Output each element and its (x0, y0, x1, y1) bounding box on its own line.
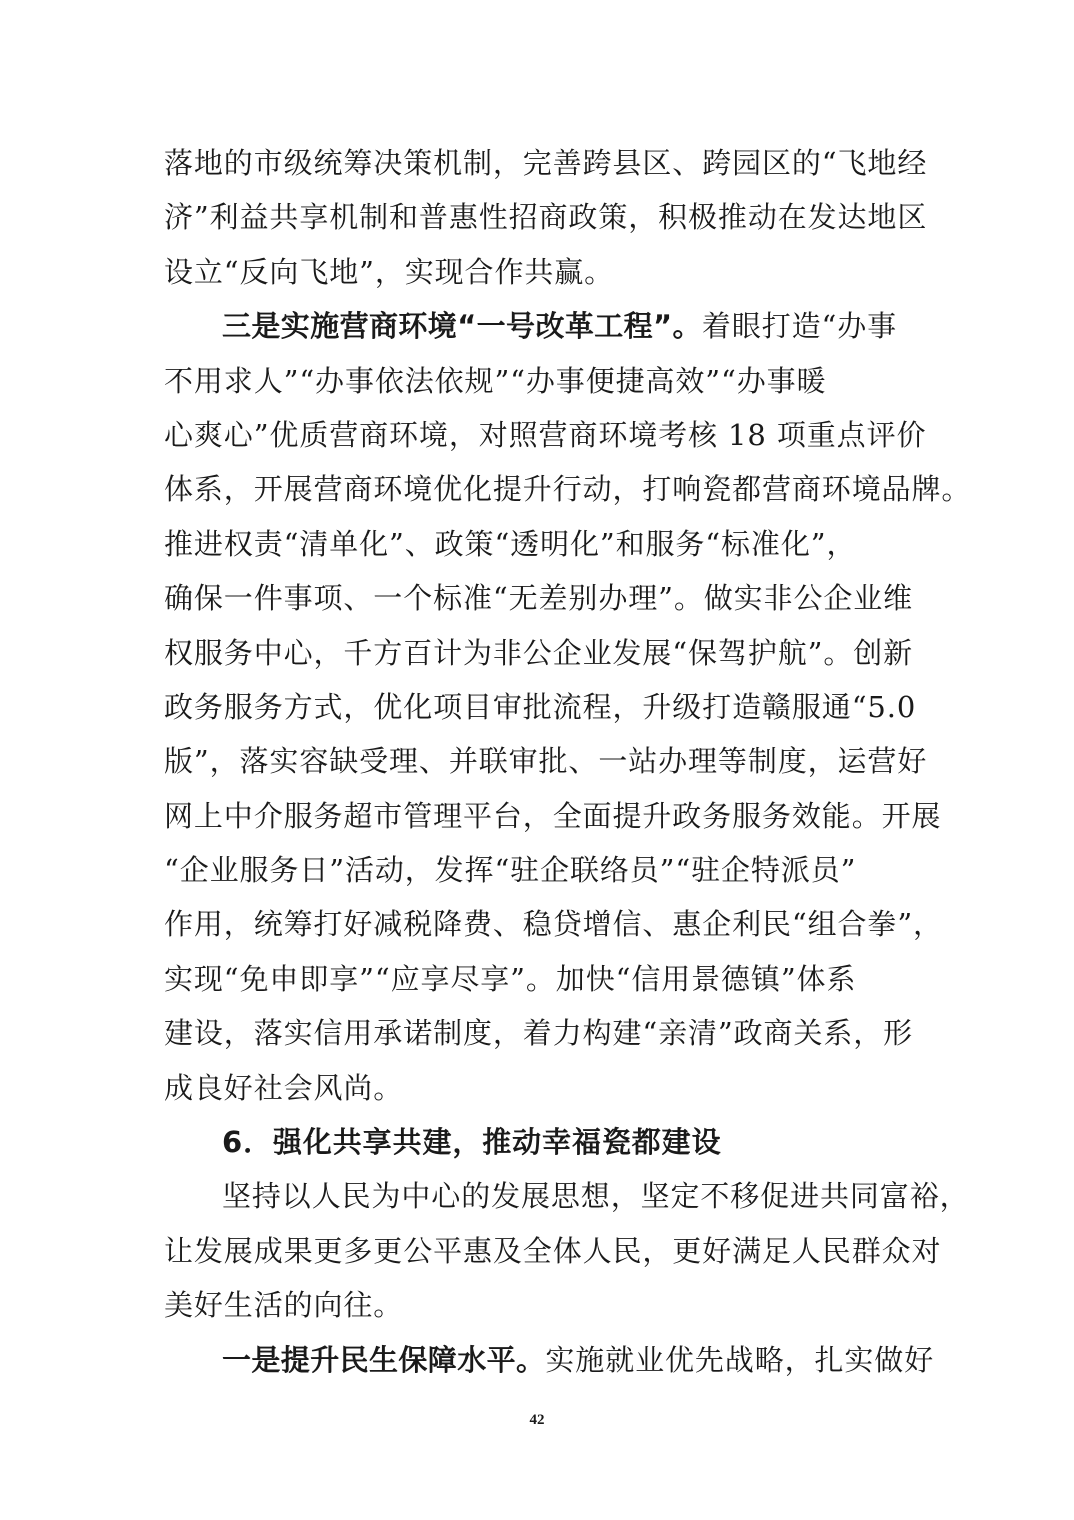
body-text-line: 心爽心”优质营商环境，对照营商环境考核 18 项重点评价 (164, 417, 927, 452)
bold-lead-phrase: 一是提升民生保障水平。 (222, 1342, 546, 1377)
body-text-line: 确保一件事项、一个标准“无差别办理”。做实非公企业维 (164, 581, 914, 616)
paragraph-first-line (164, 1333, 935, 1387)
body-text-line: 不用求人”“办事依法依规”“办事便捷高效”“办事暖 (164, 363, 827, 398)
body-text-span: 着眼打造“办事 (701, 309, 898, 344)
body-text-line: 作用，统筹打好减税降费、稳贷增信、惠企利民“组合拳”， (164, 907, 943, 942)
body-text-line: 成良好社会风尚。 (164, 1070, 404, 1105)
body-text-line: 济”利益共享机制和普惠性招商政策，积极推动在发达地区 (164, 200, 928, 235)
body-text-line: 实现“免申即享”“应享尽享”。加快“信用景德镇”体系 (164, 961, 857, 996)
section-heading: 6．强化共享共建，推动幸福瓷都建设 (222, 1125, 722, 1160)
body-text-line: 权服务中心，千方百计为非公企业发展“保驾护航”。创新 (164, 635, 914, 670)
paragraph-first-line: 坚持以人民为中心的发展思想，坚定不移促进共同富裕， (222, 1179, 970, 1214)
body-text-line: 设立“反向飞地”，实现合作共赢。 (164, 254, 615, 289)
paragraph-first-line (164, 299, 916, 353)
body-text-line: 落地的市级统筹决策机制，完善跨县区、跨园区的“飞地经 (164, 146, 928, 180)
body-text-line: 建设，落实信用承诺制度，着力构建“亲清”政商关系，形 (164, 1016, 914, 1051)
body-text-span: 实施就业优先战略，扎实做好 (545, 1342, 935, 1377)
body-text-line: 政务服务方式，优化项目审批流程，升级打造赣服通“5.0 (164, 689, 917, 724)
body-text-line: 体系，开展营商环境优化提升行动，打响瓷都营商环境品牌。 (164, 472, 972, 507)
body-text-line: 美好生活的向往。 (164, 1288, 404, 1323)
body-text-line: 推进权责“清单化”、政策“透明化”和服务“标准化”， (164, 526, 857, 561)
body-text-line: 让发展成果更多更公平惠及全体人民，更好满足人民群众对 (164, 1233, 942, 1268)
bold-lead-phrase: 三是实施营商环境“一号改革工程”。 (222, 309, 702, 344)
body-text-line: 版”，落实容缺受理、并联审批、一站办理等制度，运营好 (164, 744, 928, 779)
page-number: 42 (529, 1412, 545, 1428)
body-text-line: 网上中介服务超市管理平台，全面提升政务服务效能。开展 (164, 798, 942, 833)
body-text-line: “企业服务日”活动，发挥“驻企联络员”“驻企特派员” (164, 853, 857, 888)
document-body (164, 136, 972, 1387)
